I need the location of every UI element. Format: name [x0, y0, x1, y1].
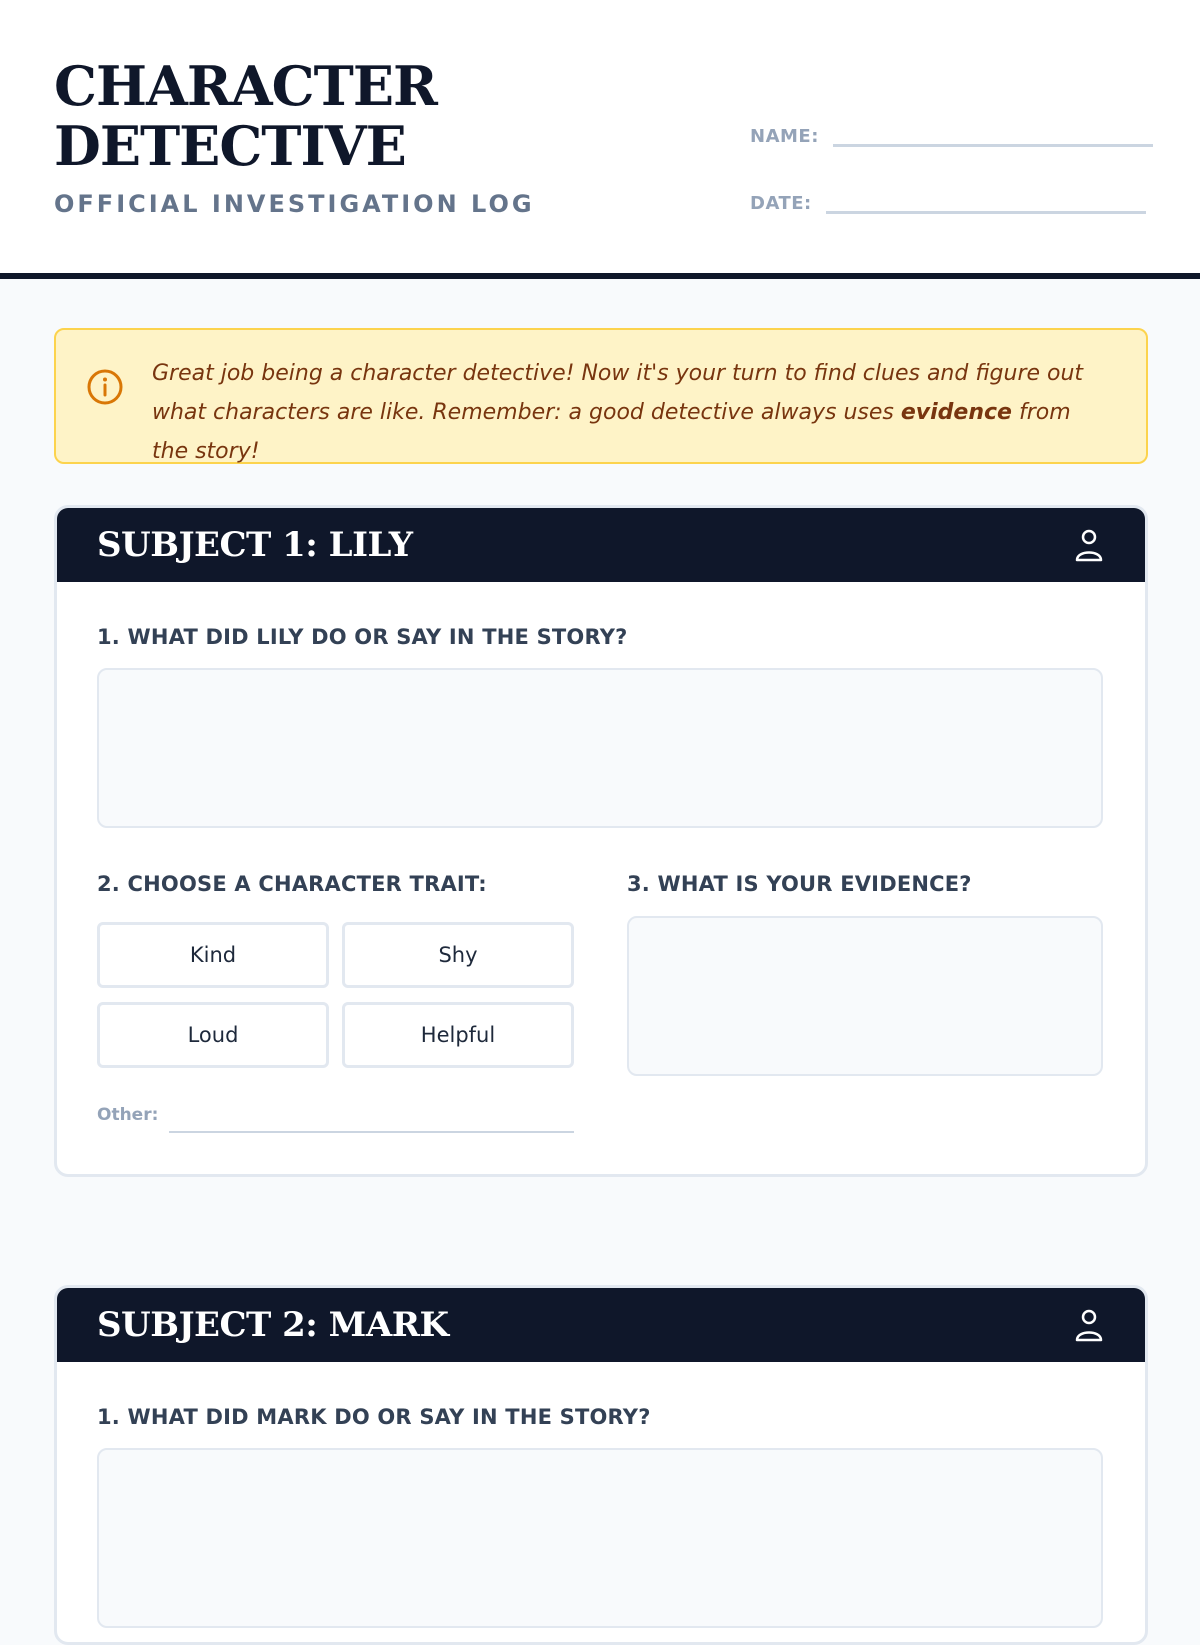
question-1-answer-box[interactable] — [97, 1448, 1103, 1628]
user-icon — [1073, 528, 1105, 562]
question-1-answer-box[interactable] — [97, 668, 1103, 828]
question-2-label: 2. CHOOSE A CHARACTER TRAIT: — [97, 872, 487, 896]
trait-option-helpful[interactable]: Helpful — [342, 1002, 574, 1068]
question-1-label: 1. WHAT DID MARK DO OR SAY IN THE STORY? — [97, 1405, 651, 1429]
user-icon — [1073, 1308, 1105, 1342]
date-field[interactable] — [826, 211, 1146, 214]
subject-header — [57, 508, 1145, 582]
name-label: NAME: — [750, 126, 819, 147]
question-3-label: 3. WHAT IS YOUR EVIDENCE? — [627, 872, 972, 896]
info-icon — [86, 368, 124, 406]
other-trait-field[interactable] — [169, 1131, 574, 1133]
instruction-notice — [54, 328, 1148, 464]
evidence-answer-box[interactable] — [627, 916, 1103, 1076]
date-row — [750, 193, 1146, 214]
subject-title: SUBJECT 1: LILY — [97, 525, 413, 565]
page-header — [0, 0, 1200, 279]
notice-text: Great job being a character detective! Now it's your turn to find clues and figure out what characters are like. Remember: a good detective always uses evidence from the story! — [152, 361, 1084, 464]
subject-card-mark — [54, 1285, 1148, 1645]
name-row — [750, 126, 1153, 147]
trait-option-kind[interactable]: Kind — [97, 922, 329, 988]
name-field[interactable] — [833, 144, 1153, 147]
date-label: DATE: — [750, 193, 812, 214]
subject-card-lily — [54, 505, 1148, 1177]
page-subtitle: OFFICIAL INVESTIGATION LOG — [54, 190, 535, 218]
notice-emphasis: evidence — [900, 400, 1012, 425]
trait-option-loud[interactable]: Loud — [97, 1002, 329, 1068]
subject-title: SUBJECT 2: MARK — [97, 1305, 449, 1345]
subject-header — [57, 1288, 1145, 1362]
other-trait-label: Other: — [97, 1105, 159, 1125]
trait-option-shy[interactable]: Shy — [342, 922, 574, 988]
page-title: CHARACTER DETECTIVE — [54, 54, 437, 178]
question-1-label: 1. WHAT DID LILY DO OR SAY IN THE STORY? — [97, 625, 628, 649]
